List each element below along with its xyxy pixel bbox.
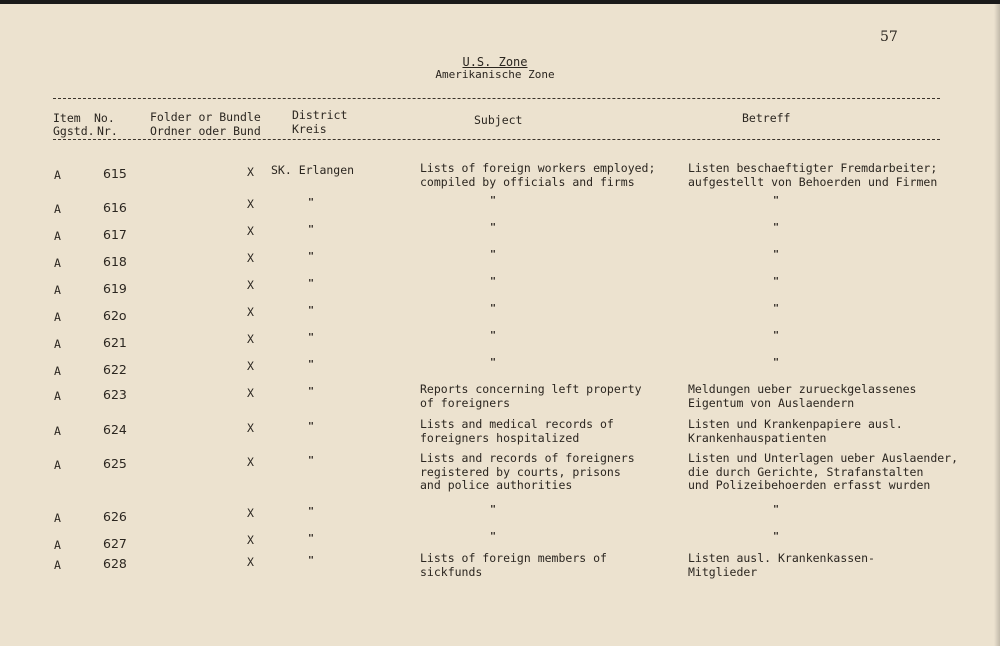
betreff-line: Listen und Krankenpapiere ausl. <box>688 417 903 431</box>
folder-cell: X <box>247 332 254 346</box>
subject-line: " <box>490 531 497 542</box>
table-row <box>0 162 1000 202</box>
item-cell: A <box>54 168 61 182</box>
item-cell: A <box>54 511 61 525</box>
item-cell: A <box>54 256 61 270</box>
folder-cell: X <box>247 197 254 211</box>
folder-cell: X <box>247 386 254 400</box>
header-district: District <box>292 108 348 122</box>
subject-line: sickfunds <box>420 564 483 579</box>
district-cell: " <box>308 197 315 208</box>
number-cell: 627 <box>103 536 127 551</box>
folder-cell: X <box>247 455 254 469</box>
header-item: Item <box>53 111 81 125</box>
district-cell: " <box>308 332 315 343</box>
number-cell: 62o <box>103 308 127 323</box>
subject-line: registered by courts, prisons <box>420 464 621 479</box>
subject-line: and police authorities <box>420 478 573 492</box>
betreff-line: Krankenhauspatienten <box>688 430 827 445</box>
header-nr: Nr. <box>97 124 118 138</box>
page-number: 57 <box>880 29 898 45</box>
number-cell: 628 <box>103 556 127 571</box>
district-cell: " <box>308 533 315 544</box>
table-row <box>0 452 1000 492</box>
header-betreff: Betreff <box>742 111 791 125</box>
district-cell: " <box>308 359 315 370</box>
betreff-line: Listen ausl. Krankenkassen- <box>688 551 875 565</box>
zone-title: U.S. Zone <box>462 55 528 69</box>
header-folder: Folder or Bundle <box>150 110 261 124</box>
item-cell: A <box>54 389 61 403</box>
district-cell: " <box>308 251 315 262</box>
betreff-line: " <box>773 357 780 368</box>
betreff-line: " <box>773 303 780 314</box>
betreff-line: die durch Gerichte, Strafanstalten <box>688 464 924 479</box>
subject-line: compiled by officials and firms <box>420 174 635 189</box>
folder-cell: X <box>247 533 254 547</box>
folder-cell: X <box>247 359 254 373</box>
document-page <box>0 4 1000 646</box>
betreff-line: Meldungen ueber zurueckgelassenes <box>688 382 917 396</box>
betreff-line: und Polizeibehoerden erfasst wurden <box>688 478 931 492</box>
number-cell: 619 <box>103 281 127 296</box>
item-cell: A <box>54 202 61 216</box>
district-cell: " <box>308 555 315 566</box>
folder-cell: X <box>247 165 254 179</box>
zone-subtitle: Amerikanische Zone <box>435 68 555 81</box>
subject-line: foreigners hospitalized <box>420 430 580 445</box>
item-cell: A <box>54 558 61 572</box>
subject-line: Reports concerning left property <box>420 382 642 396</box>
header-no: No. <box>94 111 115 125</box>
subject-line: " <box>490 195 497 206</box>
number-cell: 625 <box>103 456 127 471</box>
number-cell: 617 <box>103 227 127 242</box>
folder-cell: X <box>247 421 254 435</box>
subject-line: " <box>490 330 497 341</box>
district-cell: " <box>308 305 315 316</box>
subject-line: Lists and medical records of <box>420 417 614 431</box>
subject-line: of foreigners <box>420 395 511 410</box>
subject-line: Lists of foreign workers employed; <box>420 161 656 175</box>
header-top-rule <box>53 98 940 99</box>
district-cell: " <box>308 421 315 432</box>
folder-cell: X <box>247 555 254 569</box>
number-cell: 626 <box>103 509 127 524</box>
item-cell: A <box>54 310 61 324</box>
subject-line: " <box>490 276 497 287</box>
betreff-line: Eigentum von Auslaendern <box>688 395 855 410</box>
betreff-line: " <box>773 330 780 341</box>
item-cell: A <box>54 337 61 351</box>
subject-line: Lists of foreign members of <box>420 551 607 565</box>
subject-line: " <box>490 504 497 515</box>
number-cell: 623 <box>103 387 127 402</box>
betreff-line: aufgestellt von Behoerden und Firmen <box>688 174 938 189</box>
header-subject: Subject <box>474 113 523 127</box>
betreff-line: Listen beschaeftigter Fremdarbeiter; <box>688 161 938 175</box>
betreff-line: " <box>773 531 780 542</box>
subject-line: " <box>490 357 497 368</box>
subject-line: Lists and records of foreigners <box>420 451 635 465</box>
table-row <box>0 552 1000 592</box>
header-ordner: Ordner oder Bund <box>150 124 261 138</box>
item-cell: A <box>54 538 61 552</box>
betreff-line: " <box>773 249 780 260</box>
folder-cell: X <box>247 251 254 265</box>
district-cell: " <box>308 278 315 289</box>
number-cell: 622 <box>103 362 127 377</box>
district-cell: " <box>308 506 315 517</box>
item-cell: A <box>54 458 61 472</box>
betreff-line: " <box>773 195 780 206</box>
district-cell: " <box>308 224 315 235</box>
item-cell: A <box>54 229 61 243</box>
betreff-line: " <box>773 222 780 233</box>
betreff-line: Mitglieder <box>688 564 758 579</box>
header-ggstd: Ggstd. <box>53 124 95 138</box>
number-cell: 621 <box>103 335 127 350</box>
district-cell: SK. Erlangen <box>271 163 355 177</box>
district-cell: " <box>308 455 315 466</box>
number-cell: 615 <box>103 166 127 181</box>
subject-line: " <box>490 249 497 260</box>
betreff-line: " <box>773 504 780 515</box>
district-cell: " <box>308 386 315 397</box>
subject-line: " <box>490 303 497 314</box>
item-cell: A <box>54 364 61 378</box>
number-cell: 624 <box>103 422 127 437</box>
number-cell: 618 <box>103 254 127 269</box>
betreff-line: Listen und Unterlagen ueber Auslaender, <box>688 451 959 465</box>
header-kreis: Kreis <box>292 122 327 136</box>
folder-cell: X <box>247 224 254 238</box>
folder-cell: X <box>247 506 254 520</box>
folder-cell: X <box>247 305 254 319</box>
betreff-line: " <box>773 276 780 287</box>
item-cell: A <box>54 424 61 438</box>
folder-cell: X <box>247 278 254 292</box>
subject-line: " <box>490 222 497 233</box>
header-bottom-rule <box>53 139 940 140</box>
number-cell: 616 <box>103 200 127 215</box>
item-cell: A <box>54 283 61 297</box>
